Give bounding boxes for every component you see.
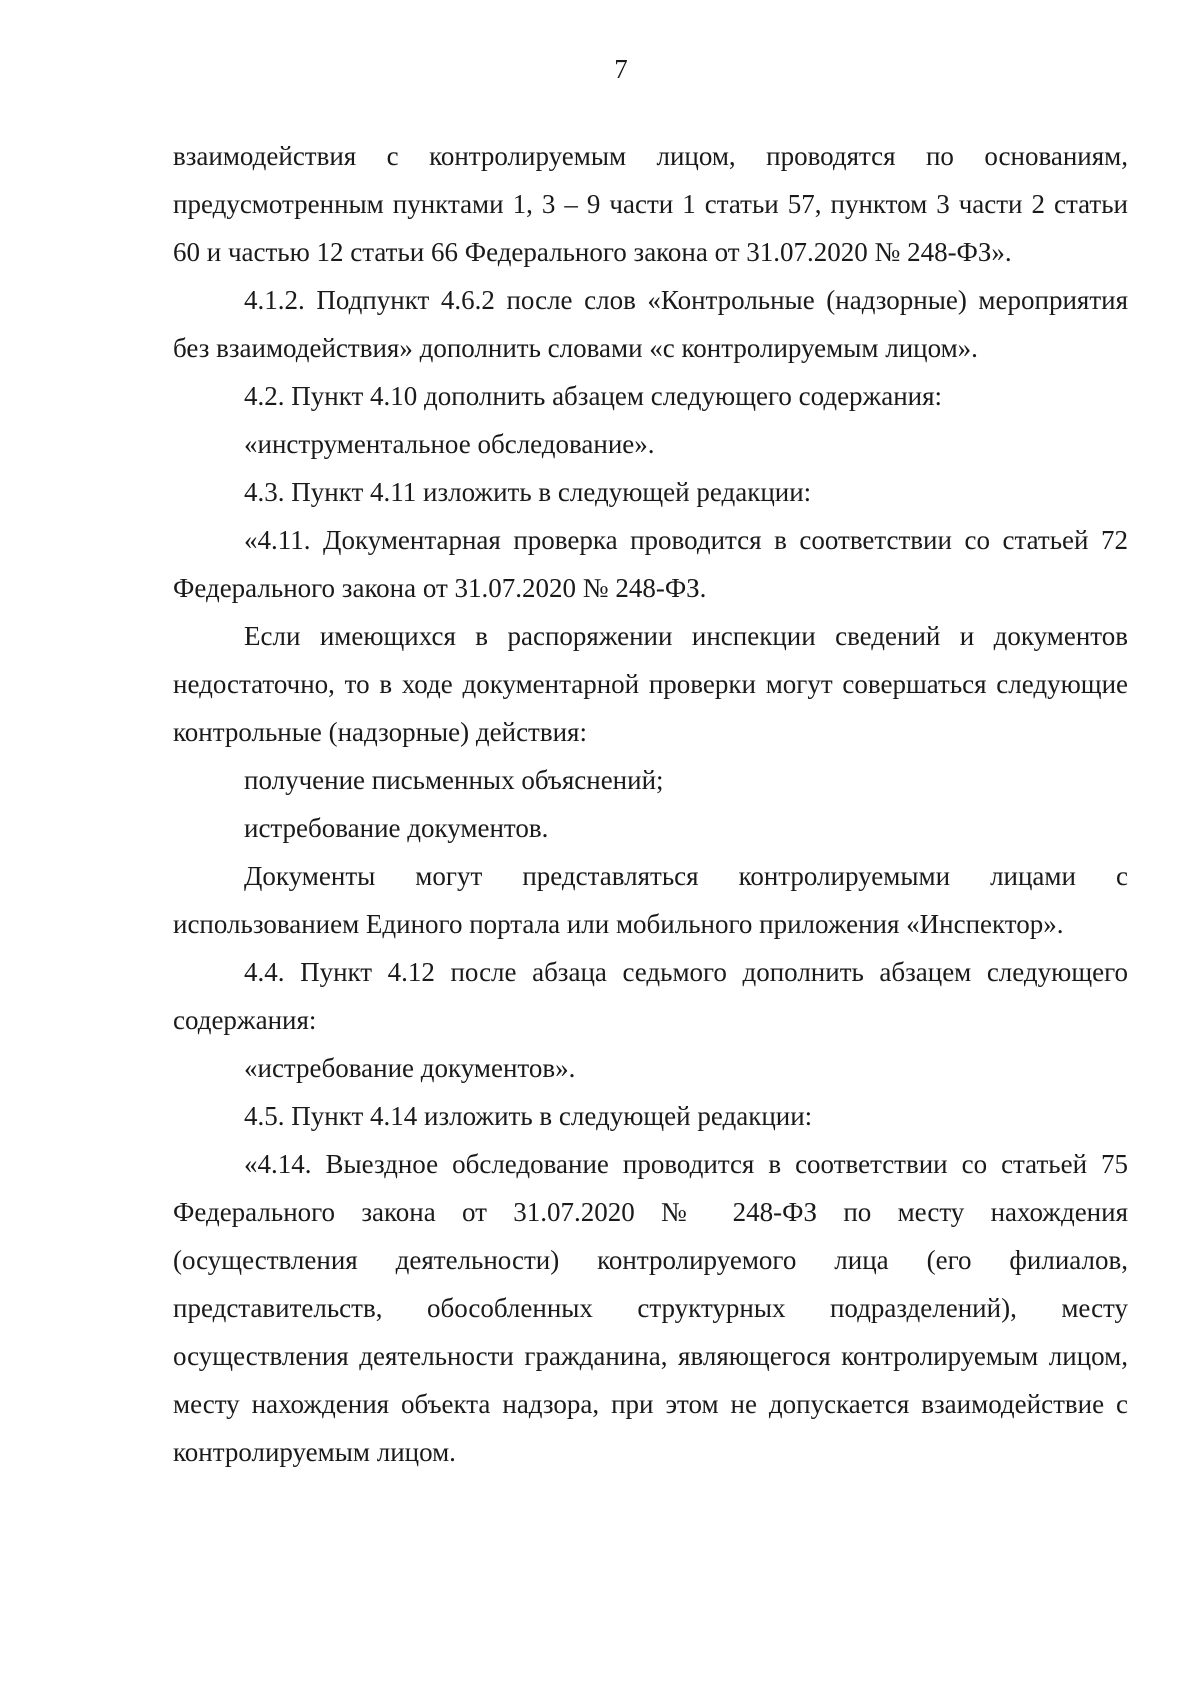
paragraph-4-4-quote: «истребование документов». xyxy=(244,1053,576,1083)
paragraph-4-2: 4.2. Пункт 4.10 дополнить абзацем следующего содержания: xyxy=(244,381,943,411)
page-number: 7 xyxy=(614,54,628,84)
paragraph-4-3: 4.3. Пункт 4.11 изложить в следующей редакции: xyxy=(244,477,812,507)
document-body xyxy=(173,132,1128,1476)
paragraph-documents-portal: Документы могут представляться контролируемыми лицами с использованием Единого портала или мобильного приложения «Инспектор». xyxy=(173,861,1128,939)
paragraph-4-5: 4.5. Пункт 4.14 изложить в следующей редакции: xyxy=(244,1101,813,1131)
paragraph-4-11: «4.11. Документарная проверка проводится в соответствии со статьей 72 Федерального закона от 31.07.2020 № 248-ФЗ. xyxy=(173,525,1128,603)
paragraph-4-1-2: 4.1.2. Подпункт 4.6.2 после слов «Контрольные (надзорные) мероприятия без взаимодействия» дополнить словами «с контролируемым лицом». xyxy=(173,285,1128,363)
paragraph-action-explanations: получение письменных объяснений; xyxy=(244,765,664,795)
paragraph-insufficient-info: Если имеющихся в распоряжении инспекции сведений и документов недостаточно, то в ходе документарной проверки могут совершаться следующие контрольные (надзорные) действия: xyxy=(173,621,1128,747)
paragraph-4-14: «4.14. Выездное обследование проводится в соответствии со статьей 75 Федерального закона от 31.07.2020 № 248-ФЗ по месту нахождения (осуществления деятельности) контролируемого лица (его филиалов, представительств, обособленных структурных подразделений), месту осуществления деятельности гражданина, являющегося контролируемым лицом, месту нахождения объекта надзора, при этом не допускается взаимодействие с контролируемым лицом. xyxy=(173,1149,1128,1467)
paragraph-4-2-quote: «инструментальное обследование». xyxy=(244,429,655,459)
paragraph-action-documents: истребование документов. xyxy=(244,813,549,843)
paragraph-4-4: 4.4. Пункт 4.12 после абзаца седьмого дополнить абзацем следующего содержания: xyxy=(173,957,1128,1035)
paragraph-continuation: взаимодействия с контролируемым лицом, проводятся по основаниям, предусмотренным пунктами 1, 3 – 9 части 1 статьи 57, пунктом 3 части 2 статьи 60 и частью 12 статьи 66 Федерального закона от 31.07.2020 № 248-ФЗ». xyxy=(173,141,1128,267)
